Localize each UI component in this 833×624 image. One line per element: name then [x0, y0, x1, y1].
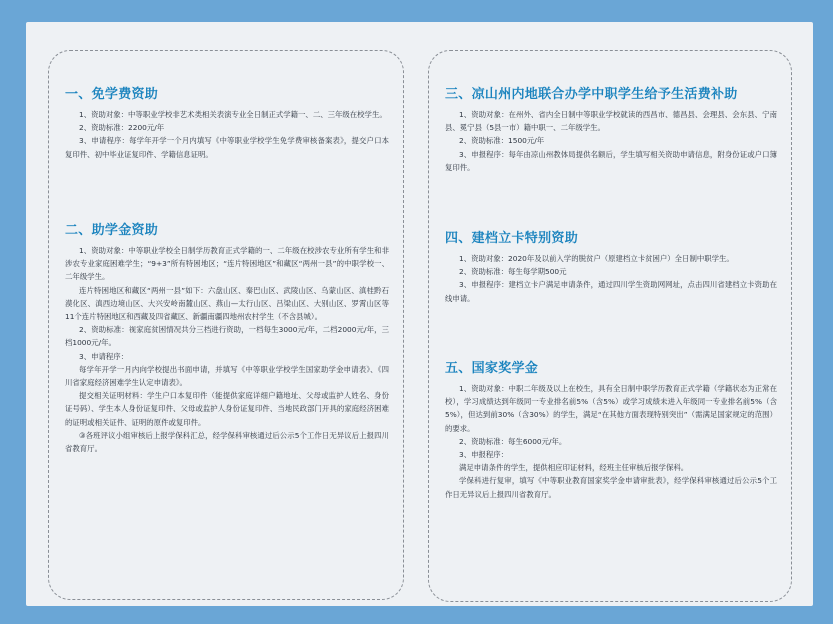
paragraph: 提交相关证明材料：学生户口本复印件（能提供家庭详细户籍地址、父母或监护人姓名、身份证号码）、学生本人身份证复印件、父母或监护人身份证复印件、当地民政部门开具的家庭经济困难的证明或相关证件、证明的原件或复印件。	[65, 391, 389, 427]
section-living-subsidy	[445, 83, 777, 174]
paragraph: 3、申报程序：建档立卡户满足申请条件，通过四川学生资助网网址，点击四川省建档立卡资助在线申请。	[445, 280, 777, 303]
paragraph: 2、资助标准：视家庭贫困情况共分三档进行资助，一档每生3000元/年，二档2000元/年，三档1000元/年。	[65, 325, 389, 348]
paragraph: 1、资助对象：中等职业学校全日制学历教育正式学籍的一、二年级在校涉农专业所有学生和非涉农专业家庭困难学生；“9+3”所有特困地区；“连片特困地区”和藏区“两州一县”的中职学校一、二年级学生。	[65, 246, 389, 282]
paragraph: 2、资助标准：1500元/年	[459, 136, 545, 146]
section-title: 一、免学费资助	[65, 87, 159, 102]
paragraph: 1、资助对象：在州外、省内全日制中等职业学校就读的西昌市、德昌县、会理县、会东县、宁南县、冕宁县（5县一市）籍中职一、二年级学生。	[445, 110, 777, 133]
section-national-scholarship	[445, 357, 777, 501]
paragraph: 3、申报程序：每年由凉山州教体局提供名额后，学生填写相关资助申请信息，附身份证或户口簿复印件。	[445, 149, 777, 172]
paragraph: 1、资助对象：2020年及以前入学的脱贫户（原建档立卡贫困户）全日制中职学生。	[459, 254, 734, 263]
section-title: 二、助学金资助	[65, 223, 159, 238]
paragraph: 3、申请程序：	[79, 351, 129, 361]
paragraph: 2、资助标准：2200元/年	[79, 123, 165, 133]
paragraph: 2、资助标准：每生每学期500元	[459, 267, 567, 277]
section-grant	[65, 219, 389, 455]
left-panel	[48, 50, 404, 600]
paragraph: 连片特困地区和藏区“两州一县”如下：六盘山区、秦巴山区、武陵山区、乌蒙山区、滇桂黔石漠化区、滇西边境山区、大兴安岭南麓山区、燕山—太行山区、吕梁山区、大别山区、罗霄山区等11个连片特困地区和西藏及四省藏区、新疆南疆四地州农村学生（不含县城）。	[65, 285, 389, 322]
section-poverty-special	[445, 227, 777, 305]
paragraph: 3、申报程序：	[459, 450, 509, 460]
paragraph: 3、申请程序：每学年开学一个月内填写《中等职业学校学生免学费审核备案表》，提交户口本复印件、初中毕业证复印件、学籍信息证明。	[65, 136, 389, 159]
brochure-sheet	[26, 22, 813, 606]
section-tuition-free	[65, 83, 389, 161]
paragraph: 2、资助标准：每生6000元/年。	[459, 436, 567, 446]
section-title: 五、国家奖学金	[445, 361, 539, 376]
paragraph: 学保科进行复审，填写《中等职业教育国家奖学金申请审批表》，经学保科审核通过后公示5个工作日无异议后上报四川省教育厅。	[445, 476, 777, 499]
paragraph: 1、资助对象：中等职业学校非艺术类相关表演专业全日制正式学籍一、二、三年级在校学生。	[79, 110, 387, 119]
paragraph: 每学年开学一月内向学校提出书面申请，并填写《中等职业学校学生国家助学金申请表》、《四川省家庭经济困难学生认定申请表》。	[65, 364, 389, 388]
section-title: 四、建档立卡特别资助	[445, 231, 579, 246]
paragraph: 满足申请条件的学生，提供相应印证材料，经班主任审核后报学保科。	[459, 463, 689, 473]
paragraph: 1、资助对象：中职二年级及以上在校生，具有全日制中职学历教育正式学籍（学籍状态为正常在校），学习成绩达到年级同一专业排名前5%（含5%）或学习成绩未进入年级同一专业排名前5%（含5%），但达到前30%（含30%）的学生，满足“在其他方面表现特别突出”（需满足国家规定的范围）的要求。	[445, 384, 777, 433]
right-panel	[428, 50, 792, 602]
paragraph: ③各班评议小组审核后上报学保科汇总，经学保科审核通过后公示5个工作日无异议后上报四川省教育厅。	[65, 430, 389, 454]
section-title: 三、凉山州内地联合办学中职学生给予生活费补助	[445, 87, 738, 102]
